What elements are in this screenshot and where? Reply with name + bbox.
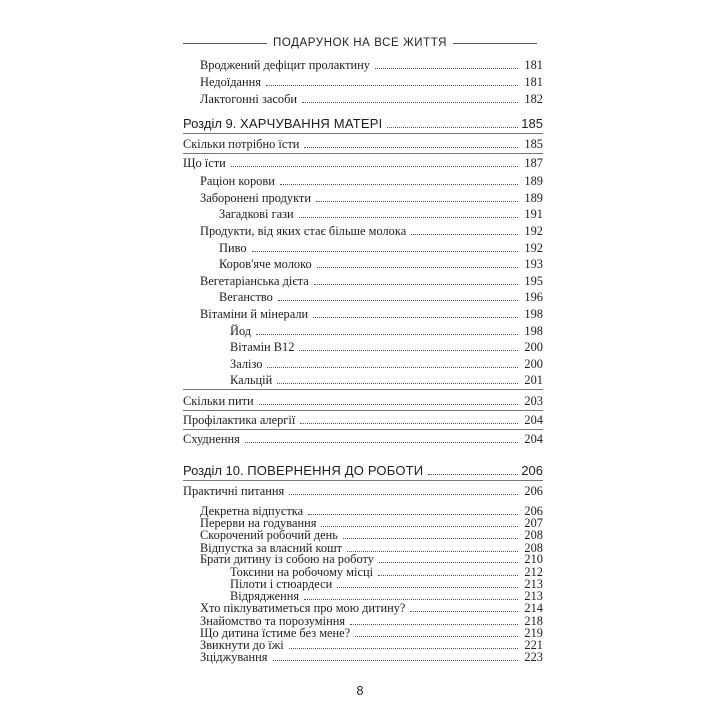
toc-entry-label: Пілоти і стюардеси — [230, 576, 333, 591]
toc-entry-page: 193 — [524, 257, 543, 271]
toc-entry[interactable] — [200, 73, 543, 89]
dot-leader — [313, 317, 518, 318]
toc-entry-label: Що їсти — [183, 156, 226, 170]
toc-entry-label: Вітаміни й мінерали — [200, 307, 309, 321]
toc-entry[interactable] — [200, 56, 543, 72]
toc-entry[interactable] — [183, 411, 543, 427]
toc-entry-page: 192 — [524, 224, 543, 238]
dot-leader — [267, 367, 518, 368]
toc-entry[interactable] — [230, 338, 543, 354]
section-title: ХАРЧУВАННЯ МАТЕРІ — [239, 116, 383, 131]
dot-leader — [316, 201, 518, 202]
toc-entry-page: 213 — [524, 589, 543, 604]
toc-entry-label: Коров'яче молоко — [219, 257, 312, 271]
toc-entry-page: 208 — [524, 527, 543, 542]
toc-entry-page: 189 — [524, 174, 543, 188]
toc-entry[interactable] — [200, 90, 543, 106]
toc-entry[interactable] — [200, 272, 543, 288]
toc-entry[interactable] — [183, 430, 543, 446]
toc-entry-label: Хто піклуватиметься про мою дитину? — [200, 601, 406, 616]
toc-entry-label: Знайомство та порозуміння — [200, 613, 346, 628]
dot-leader — [231, 166, 518, 167]
toc-entry-page: 198 — [524, 307, 543, 321]
section-divider — [183, 389, 543, 390]
toc-entry-label: Заборонені продукти — [200, 191, 311, 205]
dot-leader — [300, 423, 518, 424]
toc-entry-label: Продукти, від яких стає більше молока — [200, 224, 407, 238]
section-divider — [183, 133, 543, 134]
toc-entry-page: 219 — [524, 625, 543, 640]
dot-leader — [280, 184, 518, 185]
dot-leader — [387, 127, 518, 128]
toc-entry-label: Брати дитину із собою на роботу — [200, 552, 374, 567]
toc-entry-label: Веганство — [219, 290, 273, 304]
dot-leader — [278, 300, 518, 301]
toc-entry-label: Скорочений робочий день — [200, 527, 338, 542]
toc-entry-page: 204 — [524, 413, 543, 427]
dot-leader — [375, 68, 518, 69]
toc-entry-page: 181 — [524, 75, 543, 89]
toc-entry-page: 192 — [524, 241, 543, 255]
toc-entry-label: Йод — [230, 324, 252, 338]
toc-entry[interactable] — [230, 355, 543, 371]
toc-entry-page: 208 — [524, 540, 543, 555]
toc-entry-label: Пиво — [219, 241, 247, 255]
toc-entry-page: 200 — [524, 340, 543, 354]
toc-entry-page: 207 — [524, 516, 543, 531]
dot-leader — [256, 334, 518, 335]
toc-entry-page: 185 — [524, 137, 543, 151]
toc-entry-page: 187 — [524, 156, 543, 170]
toc-section-9[interactable] — [183, 115, 543, 131]
toc-entry-label: Звикнути до їжі — [200, 638, 284, 653]
dot-leader — [266, 85, 518, 86]
section-title: ПОВЕРНЕННЯ ДО РОБОТИ — [247, 463, 424, 478]
toc-entry-label: Вегетаріанська дієта — [200, 274, 309, 288]
toc-entry[interactable] — [219, 288, 543, 304]
toc-entry-label: Відпустка за власний кошт — [200, 540, 343, 555]
toc-entry-page: 181 — [524, 58, 543, 72]
toc-entry-label: Залізо — [230, 357, 263, 371]
running-header — [183, 34, 537, 52]
toc-entry-page: 206 — [524, 503, 543, 518]
toc-entry-label: Загадкові гази — [219, 207, 294, 221]
toc-entry[interactable] — [200, 172, 543, 188]
dot-leader — [428, 474, 518, 475]
toc-entry[interactable] — [219, 239, 543, 255]
dot-leader — [252, 251, 518, 252]
toc-entry[interactable] — [200, 305, 543, 321]
toc-entry[interactable] — [219, 205, 543, 221]
toc-section-10[interactable] — [183, 462, 543, 478]
toc-entry[interactable] — [219, 255, 543, 271]
toc-entry-label: Вроджений дефіцит пролактину — [200, 58, 370, 72]
dot-leader — [299, 350, 518, 351]
toc-entry-page: 206 — [524, 484, 543, 498]
page-number: 8 — [356, 684, 364, 698]
toc-entry-page: 185 — [521, 116, 543, 131]
toc-entry[interactable] — [230, 371, 543, 387]
toc-entry[interactable] — [200, 648, 543, 664]
dot-leader — [245, 442, 518, 443]
toc-entry-page: 189 — [524, 191, 543, 205]
toc-entry[interactable] — [183, 135, 543, 151]
toc-entry-label: Декретна відпустка — [200, 503, 304, 518]
header-rule-right — [453, 43, 537, 44]
toc-entry-page: 223 — [524, 650, 543, 664]
toc-entry-label: Перерви на годування — [200, 516, 317, 531]
dot-leader — [259, 404, 518, 405]
toc-entry-page: 212 — [524, 564, 543, 579]
toc-entry-page: 213 — [524, 576, 543, 591]
section-divider — [183, 480, 543, 481]
toc-entry-label: Кальцій — [230, 373, 273, 387]
toc-entry-page: 221 — [524, 638, 543, 653]
toc-entry-page: 198 — [524, 324, 543, 338]
dot-leader — [317, 267, 518, 268]
toc-entry[interactable] — [183, 482, 543, 498]
toc-entry-page: 195 — [524, 274, 543, 288]
toc-entry-page: 196 — [524, 290, 543, 304]
dot-leader — [277, 383, 518, 384]
toc-entry-label: Раціон корови — [200, 174, 275, 188]
toc-entry-page: 201 — [524, 373, 543, 387]
toc-entry-label: Скільки потрібно їсти — [183, 137, 300, 151]
toc-entry[interactable] — [200, 189, 543, 205]
dot-leader — [304, 147, 518, 148]
header-rule-left — [183, 43, 267, 44]
dot-leader — [299, 217, 518, 218]
toc-entry-page: 191 — [524, 207, 543, 221]
toc-entry-label: Скільки пити — [183, 394, 254, 408]
toc-entry-label: Відрядження — [230, 589, 300, 604]
dot-leader — [289, 494, 518, 495]
toc-entry-page: 214 — [524, 601, 543, 616]
toc-entry[interactable] — [230, 322, 543, 338]
toc-entry-label: Недоїдання — [200, 75, 261, 89]
toc-entry[interactable] — [200, 222, 543, 238]
toc-entry-page: 218 — [524, 613, 543, 628]
dot-leader — [273, 660, 519, 661]
dot-leader — [411, 234, 518, 235]
toc-entry-label: Зціджування — [200, 650, 268, 664]
toc-entry-page: 182 — [524, 92, 543, 106]
toc-entry-label: Токсини на робочому місці — [230, 564, 374, 579]
toc-entry[interactable] — [183, 392, 543, 408]
toc-entry-page: 203 — [524, 394, 543, 408]
toc-entry-page: 200 — [524, 357, 543, 371]
toc-entry-label: Схуднення — [183, 432, 240, 446]
toc-entry[interactable] — [183, 154, 543, 170]
toc-entry-page: 204 — [524, 432, 543, 446]
toc-entry-label: Що дитина їстиме без мене? — [200, 625, 351, 640]
toc-entry-page: 206 — [521, 463, 543, 478]
toc-entry-label: Лактогонні засоби — [200, 92, 298, 106]
toc-entry-page: 210 — [524, 552, 543, 567]
toc-entry-label: Вітамін В12 — [230, 340, 295, 354]
toc-entry-label: Профілактика алергії — [183, 413, 296, 427]
dot-leader — [302, 102, 518, 103]
header-title: ПОДАРУНОК НА ВСЕ ЖИТТЯ — [272, 37, 448, 49]
section-prefix: Розділ 10. — [183, 463, 248, 478]
toc-entry-label: Практичні питання — [183, 484, 285, 498]
section-prefix: Розділ 9. — [183, 116, 240, 131]
dot-leader — [314, 284, 518, 285]
